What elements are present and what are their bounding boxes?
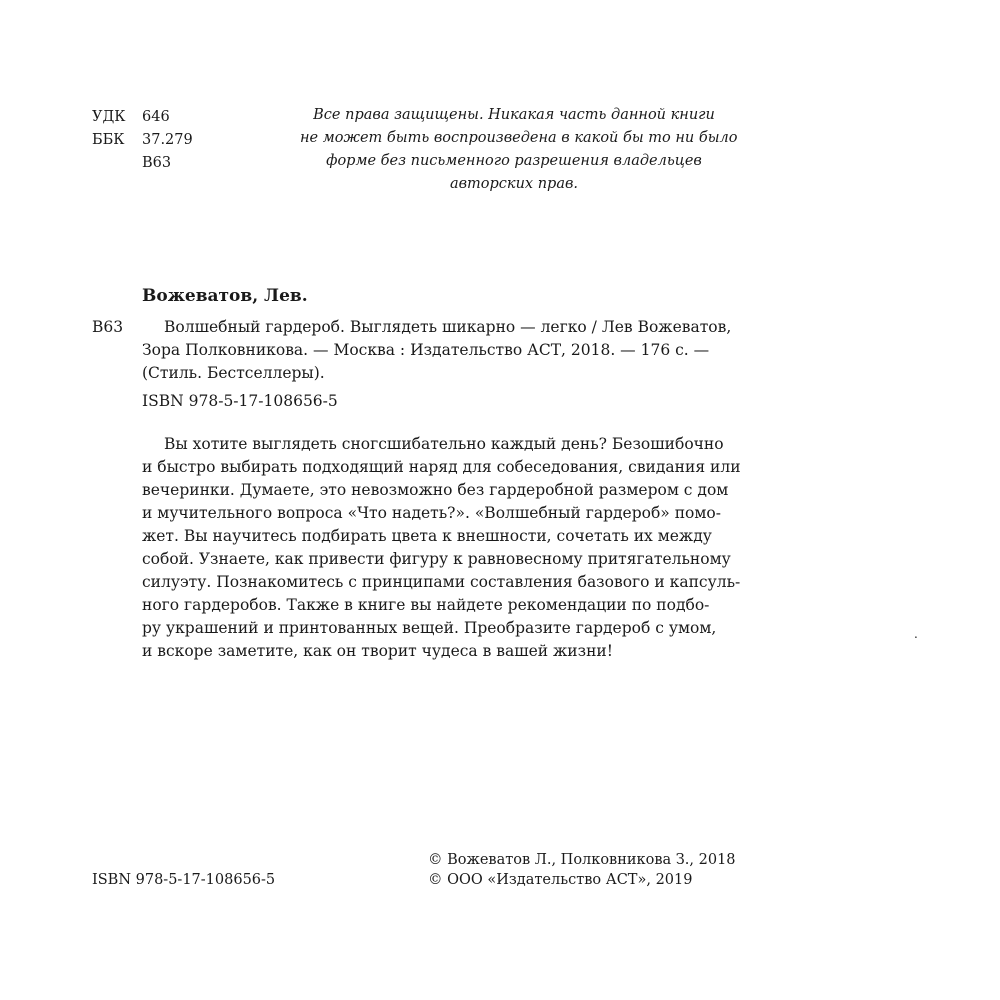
bib-code: В63	[92, 318, 124, 336]
annotation-line: ру украшений и принтованных вещей. Преобразите гардероб с умом,	[142, 619, 717, 637]
bib-line: Волшебный гардероб. Выглядеть шикарно — легко / Лев Вожеватов,	[164, 318, 732, 336]
bbk-value: 37.279	[142, 132, 193, 148]
bbk-label: ББК	[92, 132, 125, 148]
stray-mark: .	[914, 627, 918, 641]
annotation-line: и быстро выбирать подходящий наряд для собеседования, свидания или	[142, 458, 741, 476]
annotation-line: вечеринки. Думаете, это невозможно без гардеробной размером с дом	[142, 481, 729, 499]
annotation-line: силуэту. Познакомитесь с принципами составления базового и капсуль-	[142, 573, 741, 591]
copyright-authors: © Вожеватов Л., Полковникова З., 2018	[428, 852, 736, 868]
footer-isbn: ISBN 978-5-17-108656-5	[92, 872, 276, 888]
annotation-line: Вы хотите выглядеть сногсшибательно каждый день? Безошибочно	[164, 435, 724, 453]
rights-notice	[300, 104, 738, 196]
udk-label: УДК	[92, 109, 126, 125]
bib-line: (Стиль. Бестселлеры).	[142, 364, 325, 382]
bib-isbn: ISBN 978-5-17-108656-5	[142, 392, 338, 410]
annotation-line: собой. Узнаете, как привести фигуру к равновесному притягательному	[142, 550, 731, 568]
rights-line: не может быть воспроизведена в какой бы то ни было	[300, 130, 738, 146]
annotation-line: ного гардеробов. Также в книге вы найдете рекомендации по подбо-	[142, 596, 710, 614]
author-mark: В63	[142, 155, 172, 171]
rights-line: форме без письменного разрешения владельцев	[326, 153, 702, 169]
bib-line: Зора Полковникова. — Москва : Издательство АСТ, 2018. — 176 с. —	[142, 341, 710, 359]
annotation-line: и вскоре заметите, как он творит чудеса в вашей жизни!	[142, 642, 613, 660]
udk-value: 646	[142, 109, 170, 125]
rights-line: Все права защищены. Никакая часть данной книги	[313, 107, 715, 123]
copyright-publisher: © ООО «Издательство АСТ», 2019	[428, 872, 693, 888]
rights-line: авторских прав.	[449, 176, 579, 192]
bib-author: Вожеватов, Лев.	[142, 286, 308, 306]
annotation-line: и мучительного вопроса «Что надеть?». «Волшебный гардероб» помо-	[142, 504, 722, 522]
annotation-line: жет. Вы научитесь подбирать цвета к внешности, сочетать их между	[142, 527, 712, 545]
